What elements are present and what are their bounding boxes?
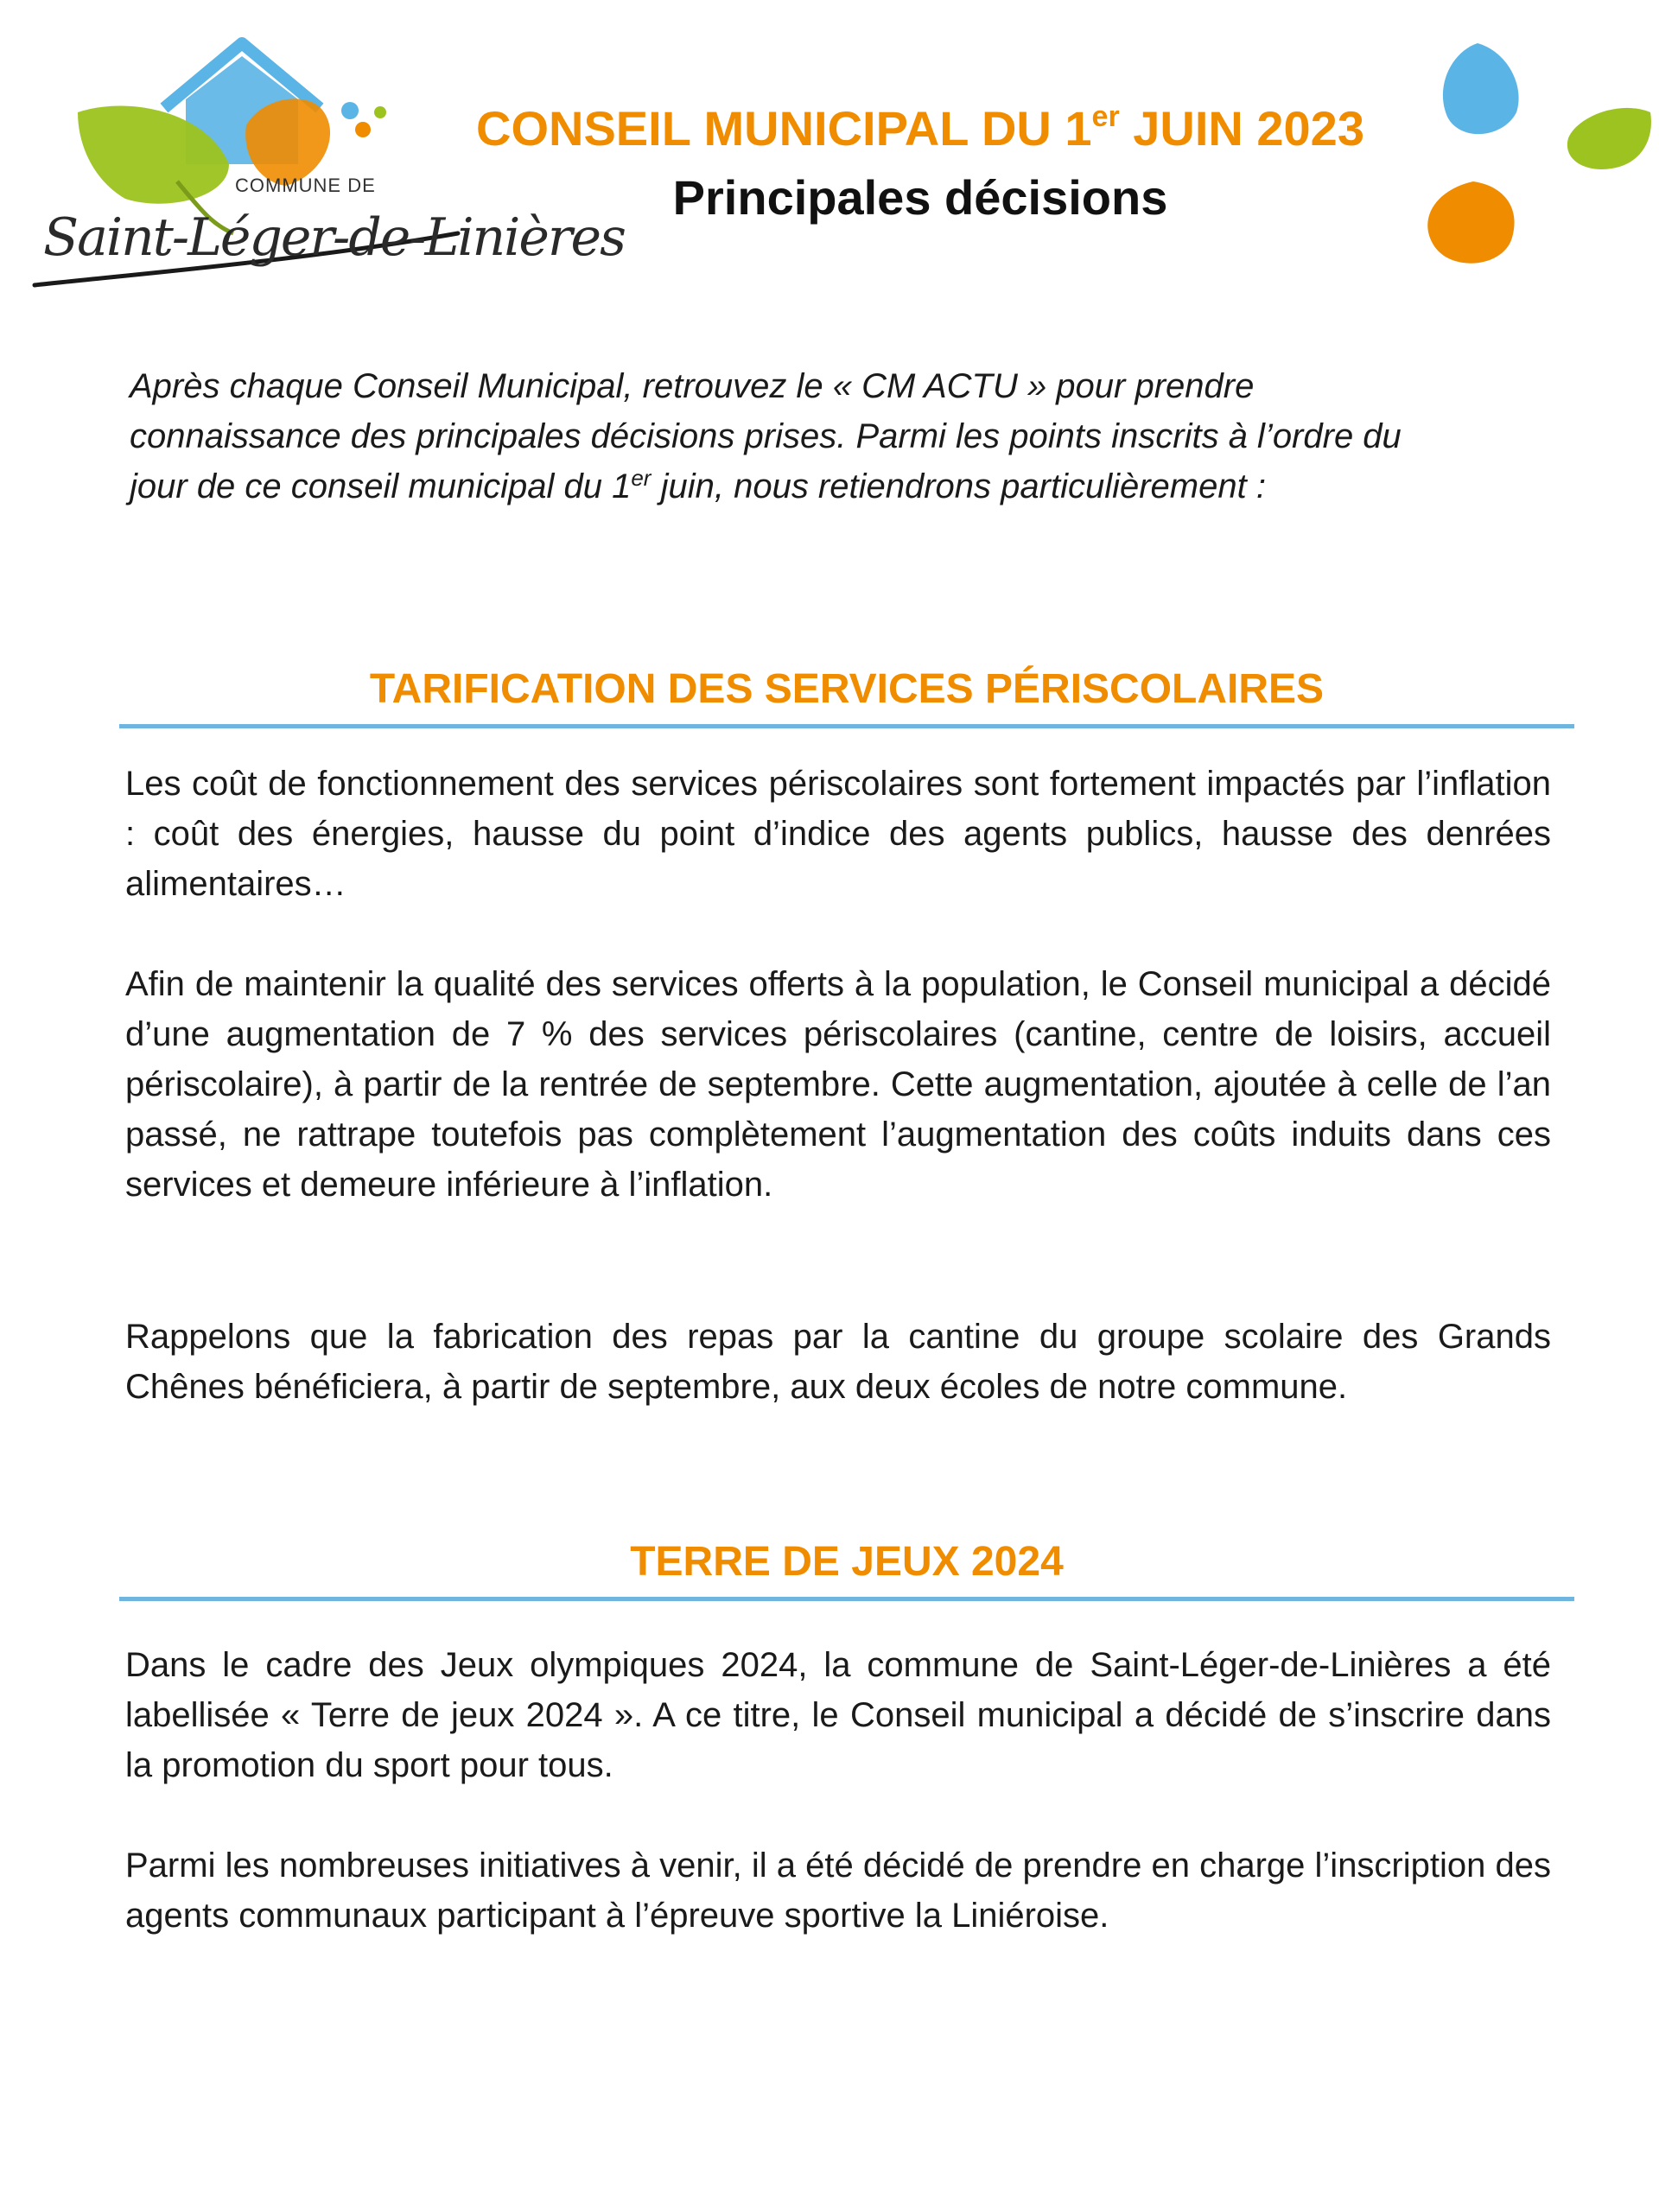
section-paragraph: Afin de maintenir la qualité des services offerts à la population, le Conseil municipal a décidé d’une augmentation de 7 % des services périscolaires (cantine, centre de loisirs, accueil périscolaire), à partir de la rentrée de septembre. Cette augmentation, ajoutée à celle de l’an passé, ne rattrape toutefois pas complètement l’augmentation des coûts induits dans ces services et demeure inférieure à l’inflation.	[125, 965, 1551, 1204]
intro-paragraph	[130, 361, 1555, 512]
section-title: TERRE DE JEUX 2024	[630, 1539, 1064, 1585]
section-divider	[119, 724, 1574, 728]
title-sup: er	[1091, 100, 1120, 133]
section-paragraph: Les coût de fonctionnement des services périscolaires sont fortement impactés par l’inflation : coût des énergies, hausse du point d’indice des agents publics, hausse des denrées alimentaires…	[125, 765, 1551, 903]
section-paragraph: Rappelons que la fabrication des repas par la cantine du groupe scolaire des Grands Chênes bénéficiera, à partir de septembre, aux deux écoles de notre commune.	[125, 1318, 1551, 1406]
intro-line	[130, 461, 1555, 512]
intro-line3-prefix: jour de ce conseil municipal du 1	[130, 467, 632, 505]
page-subtitle: Principales décisions	[672, 170, 1168, 225]
section-paragraph: Dans le cadre des Jeux olympiques 2024, la commune de Saint-Léger-de-Linières a été labellisée « Terre de jeux 2024 ». A ce titre, le Conseil municipal a décidé de s’inscrire dans la promotion du sport pour tous.	[125, 1646, 1551, 1784]
header	[346, 100, 1495, 225]
page-title	[346, 100, 1495, 156]
green-droplet-icon	[1567, 108, 1651, 169]
section-title: TARIFICATION DES SERVICES PÉRISCOLAIRES	[369, 666, 1325, 712]
title-prefix: CONSEIL MUNICIPAL DU 1	[476, 101, 1092, 156]
section-paragraph: Parmi les nombreuses initiatives à venir, il a été décidé de prendre en charge l’inscription des agents communaux participant à l’épreuve sportive la Liniéroise.	[125, 1847, 1551, 1935]
title-suffix: JUIN 2023	[1119, 101, 1364, 156]
logo-commune-label: COMMUNE DE	[235, 175, 376, 196]
logo-town-name: Saint-Léger-de-Linières	[43, 207, 625, 268]
intro-line3-sup: er	[631, 465, 652, 491]
section-divider	[119, 1597, 1574, 1601]
intro-line3-suffix: juin, nous retiendrons particulièrement :	[651, 467, 1266, 505]
intro-line: Après chaque Conseil Municipal, retrouvez le « CM ACTU » pour prendre	[130, 367, 1255, 405]
intro-line: connaissance des principales décisions prises. Parmi les points inscrits à l’ordre du	[130, 417, 1402, 455]
